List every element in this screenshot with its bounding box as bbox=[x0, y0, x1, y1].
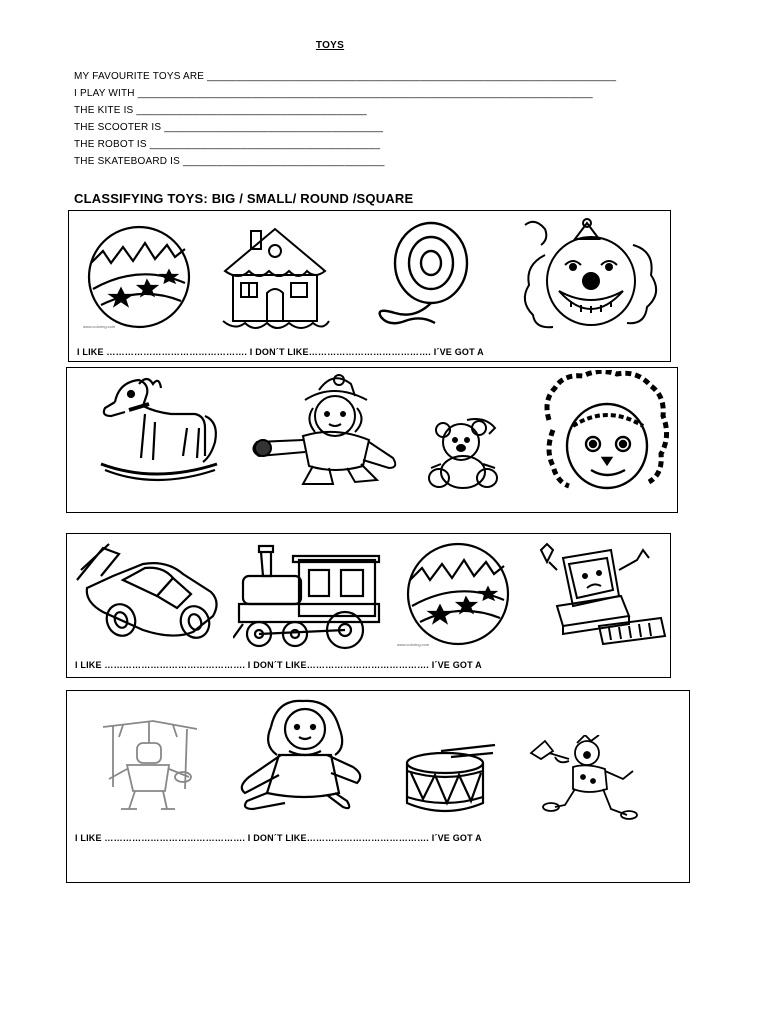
toy-box-3 bbox=[66, 533, 671, 678]
image-credit: www.coloring.com bbox=[397, 642, 430, 647]
ball-icon bbox=[81, 223, 197, 331]
rag-doll-icon bbox=[243, 370, 409, 490]
teddy-bear-icon bbox=[425, 418, 511, 492]
toy-box-1 bbox=[68, 210, 671, 362]
section-heading: CLASSIFYING TOYS: BIG / SMALL/ ROUND /SQUARE bbox=[74, 191, 414, 206]
drum-icon bbox=[401, 743, 497, 817]
toy-prompt: I LIKE ………………………………………. I DON´T LIKE…………………………………. I´VE GOT A bbox=[77, 347, 484, 357]
ball-icon bbox=[397, 540, 519, 648]
clown-face-icon bbox=[515, 215, 667, 333]
clown-icon bbox=[529, 735, 641, 821]
rocking-horse-icon bbox=[95, 372, 221, 486]
toy-computer-icon bbox=[537, 540, 667, 648]
toy-box-4 bbox=[66, 690, 690, 883]
kite-line: THE KITE IS ________________________________________ bbox=[74, 105, 367, 116]
puppet-icon bbox=[93, 717, 203, 815]
skateboard-line: THE SKATEBOARD IS ___________________________________ bbox=[74, 156, 385, 167]
raggedy-doll-icon bbox=[539, 370, 673, 494]
play-with-line: I PLAY WITH _______________________________________________________________________________ bbox=[74, 88, 593, 99]
scooter-line: THE SCOOTER IS ______________________________________ bbox=[74, 122, 384, 133]
toy-box-2 bbox=[66, 367, 678, 513]
doll-icon bbox=[227, 697, 377, 813]
gingerbread-house-icon bbox=[215, 221, 335, 333]
toy-prompt: I LIKE ………………………………………. I DON´T LIKE…………………………………. I´VE GOT A bbox=[75, 660, 482, 670]
page-title: TOYS bbox=[315, 40, 345, 51]
favourite-toys-line: MY FAVOURITE TOYS ARE _______________________________________________________________________ bbox=[74, 71, 617, 82]
robot-line: THE ROBOT IS ________________________________________ bbox=[74, 139, 381, 150]
image-credit: www.coloring.com bbox=[83, 324, 116, 329]
toy-car-icon bbox=[73, 540, 223, 648]
yoyo-icon bbox=[365, 219, 475, 331]
toy-prompt: I LIKE ………………………………………. I DON´T LIKE…………………………………. I´VE GOT A bbox=[75, 833, 482, 843]
toy-train-icon bbox=[233, 542, 381, 650]
